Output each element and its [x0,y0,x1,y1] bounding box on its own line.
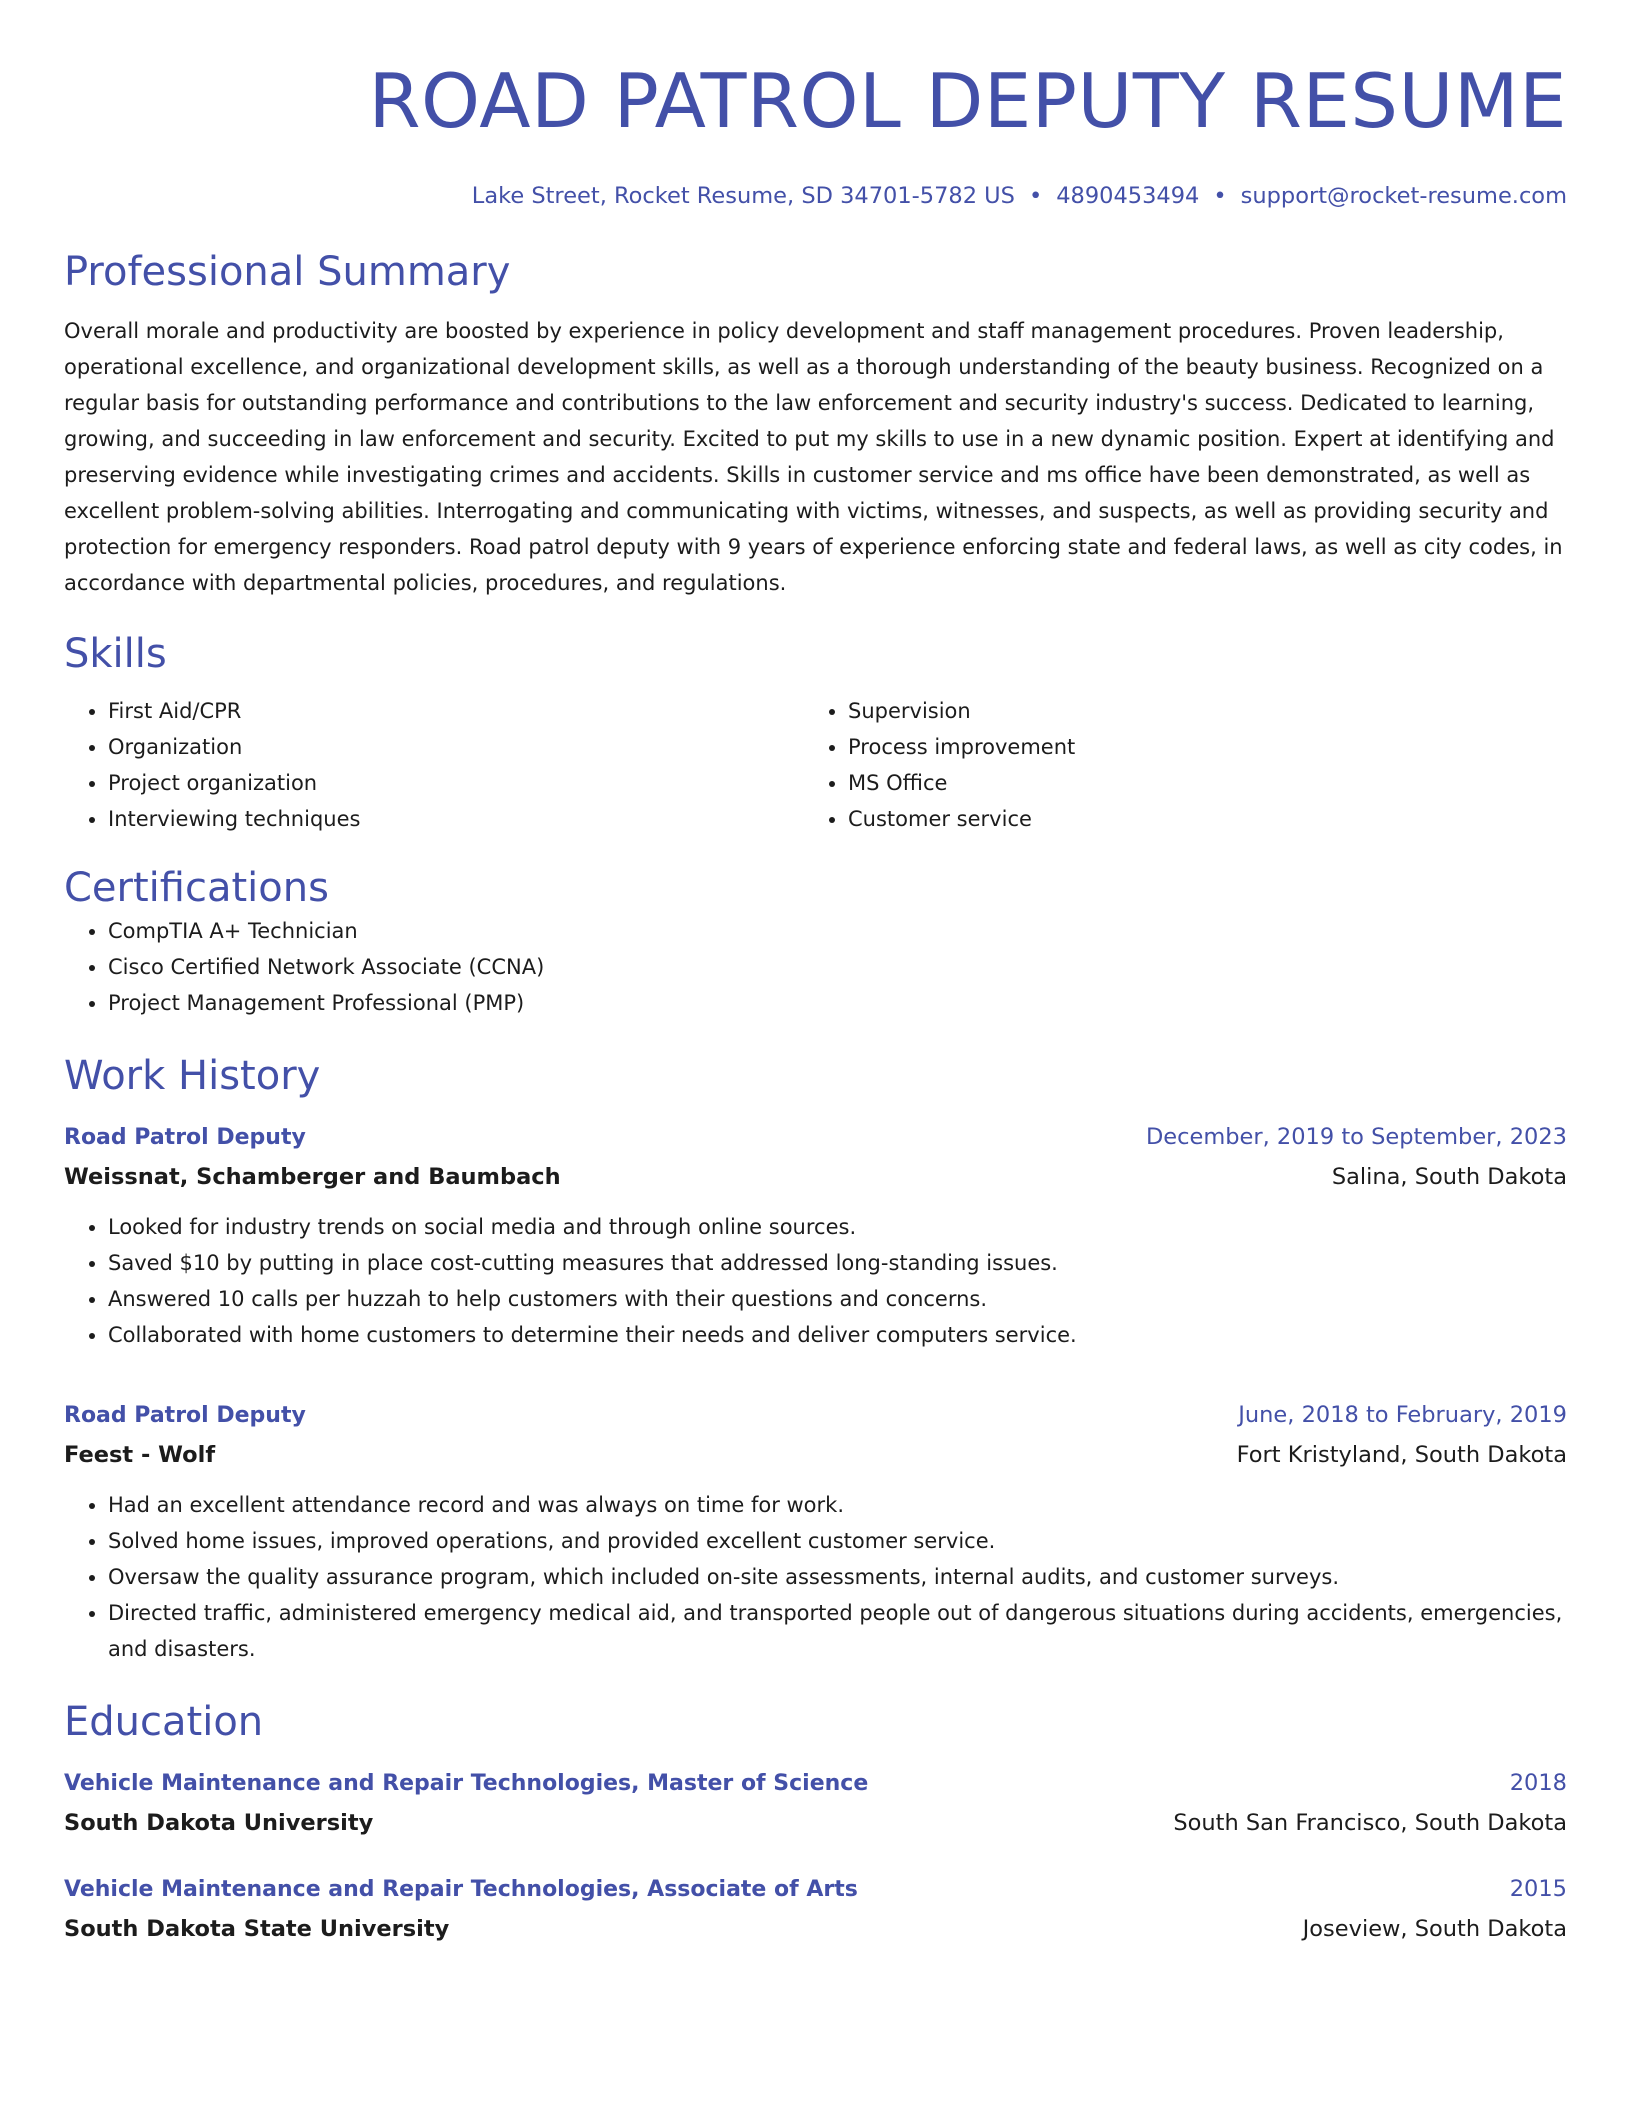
degree: Vehicle Maintenance and Repair Technologies, Associate of Arts [64,1877,858,1902]
address: Lake Street, Rocket Resume, SD 34701-5782 US [471,183,1015,209]
education-entry [64,1765,1567,1841]
certification-item: • CompTIA A+ Technician [108,913,1567,949]
degree: Vehicle Maintenance and Repair Technologies, Master of Science [64,1771,869,1796]
skills-grid [64,693,1567,837]
school-location: South San Francisco, South Dakota [1173,1810,1567,1836]
job-org [64,1159,1567,1195]
job-dates: June, 2018 to February, 2019 [1238,1402,1567,1428]
job-duty: • Oversaw the quality assurance program, which included on-site assessments, internal audits, and customer surveys. [108,1559,1567,1595]
job-role: Road Patrol Deputy [64,1125,306,1150]
summary-text: Overall morale and productivity are boosted by experience in policy development and staff management procedures. Proven leadership, operational excellence, and organizational development skills, as well as a thorough understanding of the beauty business. Recognized on a regular basis for outstanding performance and contributions to the law enforcement and security industry's success. Dedicated to learning, growing, and succeeding in law enforcement and security. Excited to put my skills to use in a new dynamic position. Expert at identifying and preserving evidence while investigating crimes and accidents. Skills in customer service and ms office have been demonstrated, as well as excellent problem-solving abilities. Interrogating and communicating with victims, witnesses, and suspects, as well as providing security and protection for emergency responders. Road patrol deputy with 9 years of experience enforcing state and federal laws, as well as city codes, in accordance with departmental policies, procedures, and regulations. [64,319,1563,595]
job-duty: • Had an excellent attendance record and was always on time for work. [108,1487,1567,1523]
email: support@rocket-resume.com [1240,183,1567,209]
summary-heading: Professional Summary [64,249,511,295]
school-location: Joseview, South Dakota [1302,1916,1567,1942]
skill-item: • Organization [108,729,804,765]
resume-title: ROAD PATROL DEPUTY RESUME [368,57,1567,145]
certification-item: • Project Management Professional (PMP) [108,985,1567,1021]
contact-line [64,181,1567,211]
phone: 4890453494 [1056,183,1200,209]
skill-item: • Supervision [848,693,1544,729]
job-location: Salina, South Dakota [1331,1164,1567,1190]
separator-dot: • [1028,183,1043,209]
skill-item: • Customer service [848,801,1544,837]
skills-list-left [64,693,804,837]
school-name: South Dakota State University [64,1916,450,1942]
graduation-year: 2015 [1509,1876,1567,1902]
job-company: Feest - Wolf [64,1442,216,1468]
job-duty: • Looked for industry trends on social media and through online sources. [108,1209,1567,1245]
skill-item: • Process improvement [848,729,1544,765]
skills-heading: Skills [64,631,167,677]
job-duties [64,1487,1567,1667]
education-header [64,1871,1567,1908]
job-entry [64,1397,1567,1667]
school-name: South Dakota University [64,1810,374,1836]
job-company: Weissnat, Schamberger and Baumbach [64,1164,561,1190]
job-duties [64,1209,1567,1353]
skill-item: • Project organization [108,765,804,801]
certifications-list [64,913,1567,1021]
skills-list-right [804,693,1544,837]
education-header [64,1765,1567,1802]
certifications-heading: Certifications [64,865,329,911]
separator-dot: • [1213,183,1227,209]
job-duty: • Solved home issues, improved operations, and provided excellent customer service. [108,1523,1567,1559]
skill-item: • First Aid/CPR [108,693,804,729]
job-dates: December, 2019 to September, 2023 [1145,1124,1567,1150]
graduation-year: 2018 [1509,1770,1567,1796]
job-duty: • Answered 10 calls per huzzah to help customers with their questions and concerns. [108,1281,1567,1317]
education-heading: Education [64,1699,264,1745]
job-role: Road Patrol Deputy [64,1403,306,1428]
job-duty: • Directed traffic, administered emergency medical aid, and transported people out of dangerous situations during accidents, emergencies, and disasters. [108,1595,1567,1667]
skill-item: • MS Office [848,765,1544,801]
education-school-row [64,1805,1567,1841]
job-duty: • Collaborated with home customers to determine their needs and deliver computers service. [108,1317,1567,1353]
certification-item: • Cisco Certified Network Associate (CCNA) [108,949,1567,985]
job-entry [64,1119,1567,1353]
job-header [64,1397,1567,1434]
job-org [64,1437,1567,1473]
work-history-heading: Work History [64,1053,321,1099]
skill-item: • Interviewing techniques [108,801,804,837]
job-header [64,1119,1567,1156]
education-entry [64,1871,1567,1947]
job-location: Fort Kristyland, South Dakota [1236,1442,1567,1468]
job-duty: • Saved $10 by putting in place cost-cutting measures that addressed long-standing issues. [108,1245,1567,1281]
education-school-row [64,1911,1567,1947]
